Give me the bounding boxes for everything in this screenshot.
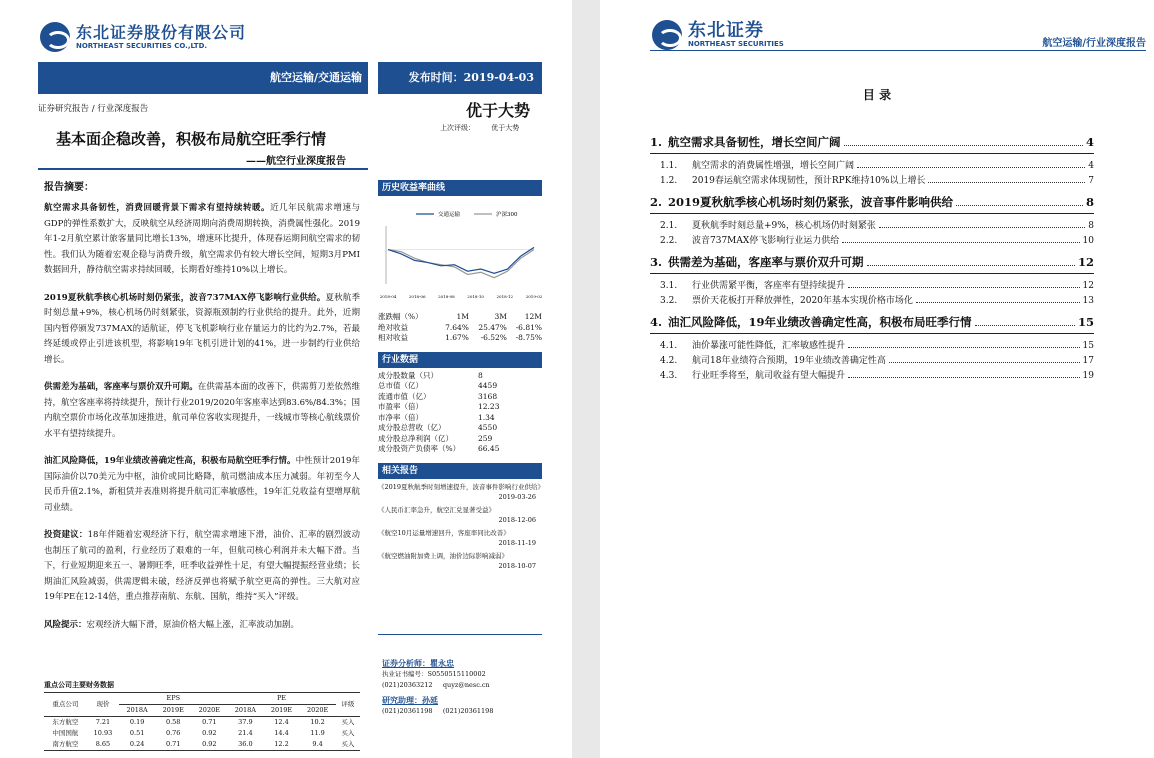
publish-date: 发布时间：2019-04-03 xyxy=(408,71,534,84)
toc-sub-page: 19 xyxy=(1082,371,1094,381)
rating: 优于大势 xyxy=(466,101,531,120)
industry-row xyxy=(378,434,542,445)
fin-cell: 0.92 xyxy=(202,729,217,737)
analyst-block xyxy=(382,658,542,717)
industry-label: 市净率（倍） xyxy=(378,412,423,422)
fin-cell: 7.21 xyxy=(95,718,111,726)
toc-section[interactable] xyxy=(650,254,1094,270)
industry-label: 成分股资产负债率（%） xyxy=(378,444,461,453)
toc-subsection[interactable] xyxy=(660,173,1094,186)
toc-sub-num: 4.1. xyxy=(660,341,678,351)
paragraph-head: 投资建议： xyxy=(44,530,88,540)
fin-table-block xyxy=(44,680,360,751)
toc-section-title: 油汇风险降低，19年业绩改善确定性高，积极布局旺季行情 xyxy=(668,315,972,329)
toc-subsection[interactable] xyxy=(660,338,1094,351)
toc-leader xyxy=(867,264,1075,266)
fin-cell: 12.2 xyxy=(274,740,289,748)
analyst-divider xyxy=(378,634,542,635)
abstract-paragraph xyxy=(44,528,360,606)
toc-leader xyxy=(889,361,1080,363)
fin-cell: 买入 xyxy=(341,729,355,737)
perf-header-cell: 1M xyxy=(456,312,469,321)
toc-leader xyxy=(928,181,1085,183)
perf-cell: -8.75% xyxy=(515,333,542,342)
sector-label: 航空运输/交通运输 xyxy=(269,71,362,84)
toc-section[interactable] xyxy=(650,134,1094,150)
industry-row xyxy=(378,371,542,382)
industry-table xyxy=(378,371,542,455)
paragraph-head: 油汇风险降低，19年业绩改善确定性高，积极布局航空旺季行情。 xyxy=(44,456,296,466)
paragraph-head: 航空需求具备韧性，消费回暖背景下需求有望持续转暖。 xyxy=(44,203,271,213)
industry-label: 成分股数量（只） xyxy=(378,370,438,380)
abstract xyxy=(44,178,360,645)
report-page-1 xyxy=(0,0,572,758)
paragraph-body: 宏观经济大幅下滑，原油价格大幅上涨，汇率波动加剧。 xyxy=(86,619,300,630)
perf-cell: 绝对收益 xyxy=(378,322,408,332)
toc-leader xyxy=(879,226,1085,228)
industry-label: 成分股总营收（亿） xyxy=(378,423,446,432)
fin-year: 2018A xyxy=(227,705,263,717)
industry-row xyxy=(378,423,542,434)
toc-sub-page: 17 xyxy=(1082,356,1094,366)
toc-subsection[interactable] xyxy=(660,278,1094,291)
toc-sub-page: 10 xyxy=(1082,236,1094,246)
report-subtitle: ——航空行业深度报告 xyxy=(246,156,346,167)
fin-cell: 12.4 xyxy=(274,718,289,726)
toc-section-num: 2. xyxy=(650,195,663,209)
sector-bar xyxy=(38,62,368,94)
title-divider xyxy=(38,168,368,170)
toc-sub-page: 4 xyxy=(1088,161,1094,171)
fin-cell: 买入 xyxy=(341,740,355,748)
industry-value: 3168 xyxy=(478,391,498,401)
perf-row xyxy=(378,333,542,344)
toc-sub-page: 8 xyxy=(1088,221,1094,231)
fin-year: 2019E xyxy=(155,705,191,717)
related-report-date: 2018-12-06 xyxy=(498,515,536,524)
fin-table xyxy=(44,692,360,751)
industry-label: 市盈率（倍） xyxy=(378,402,423,411)
fin-cell: 9.4 xyxy=(312,740,323,748)
paragraph-head: 风险提示： xyxy=(44,619,87,630)
fin-col-price: 现价 xyxy=(87,693,119,717)
fin-cell: 10.2 xyxy=(310,718,325,726)
toc-sub-page: 12 xyxy=(1082,281,1094,291)
related-report-title: 《航空燃油附加费上调，油价边际影响减弱》 xyxy=(378,551,508,560)
toc-sub-page: 7 xyxy=(1088,176,1094,186)
toc-leader xyxy=(848,376,1080,378)
paragraph-body: 在供需基本面的改善下，供需剪刀差依然维持，航空客座率将持续提升，预计行业2019/2020年客座率达到83.6%/84.3%；国内航空票价市场化改革加速推进，航司单位客收实现提升，一线城市等核心航线票价水平有望持续提升。 xyxy=(44,382,360,439)
sidebar xyxy=(378,180,545,715)
paragraph-head: 供需差为基础，客座率与票价双升可期。 xyxy=(44,382,198,392)
toc-sub-num: 3.2. xyxy=(660,296,678,306)
toc-rule xyxy=(650,273,1094,274)
related-report[interactable] xyxy=(378,505,542,525)
abstract-paragraph xyxy=(44,454,360,516)
fin-row xyxy=(44,728,360,739)
perf-cell: -6.52% xyxy=(480,333,507,342)
industry-value: 1.34 xyxy=(478,412,495,422)
fin-cell: 0.71 xyxy=(202,718,217,726)
industry-row xyxy=(378,402,542,413)
fin-year: 2020E xyxy=(191,705,227,717)
related-report-date: 2018-11-19 xyxy=(498,538,536,547)
toc-rule xyxy=(650,153,1094,154)
company-logo xyxy=(40,22,246,52)
toc-leader xyxy=(857,166,1085,168)
toc-section-page: 15 xyxy=(1077,315,1094,329)
toc-section-num: 3. xyxy=(650,255,663,269)
toc-leader xyxy=(975,324,1075,326)
fin-cell: 0.51 xyxy=(129,729,145,737)
analyst-name: 证券分析师：瞿永忠 xyxy=(382,658,454,668)
fin-cell: 21.4 xyxy=(238,729,253,737)
toc-section-title: 航空需求具备韧性，增长空间广阔 xyxy=(668,135,841,149)
fin-cell: 36.0 xyxy=(238,740,253,748)
toc-rule xyxy=(650,333,1094,334)
toc-subsection[interactable] xyxy=(660,233,1094,246)
analyst-contact: (021)20363212 quyz@nesc.cn xyxy=(382,681,490,689)
perf-cell: 相对收益 xyxy=(378,333,408,342)
toc-sub-title: 航空需求的消费属性增强，增长空间广阔 xyxy=(692,161,855,171)
perf-header-cell: 涨跌幅（%） xyxy=(378,312,423,321)
toc-section-num: 4. xyxy=(650,315,663,329)
related-title: 相关报告 xyxy=(378,463,542,479)
toc-sub-num: 3.1. xyxy=(660,281,678,291)
fin-year: 2018A xyxy=(119,705,155,717)
legend-hs300: 沪深300 xyxy=(496,212,518,218)
toc-sub-num: 1.1. xyxy=(660,161,678,171)
toc-sub-num: 1.2. xyxy=(660,176,678,186)
toc-leader xyxy=(916,301,1080,303)
paragraph-body: 中性预计2019年国际油价以70美元为中枢，油价或同比略降，航司燃油成本压力减弱。年初至今人民币升值2.1%，新租赁并表准则将提升航司汇率敏感性，19年汇兑收益有望增厚航司业绩。 xyxy=(44,456,360,513)
industry-value: 66.45 xyxy=(478,444,500,453)
fin-col-company: 重点公司 xyxy=(44,693,87,717)
fin-col-rating: 评级 xyxy=(336,693,360,717)
fin-cell: 0.58 xyxy=(165,718,181,726)
fin-cell: 东方航空 xyxy=(52,718,79,726)
toc-subsection[interactable] xyxy=(660,218,1094,231)
fin-row xyxy=(44,717,360,729)
logo-cn: 东北证券股份有限公司 xyxy=(76,22,247,42)
chart-title: 历史收益率曲线 xyxy=(378,180,542,196)
toc-sub-page: 13 xyxy=(1082,296,1094,306)
logo-en: NORTHEAST SECURITIES CO.,LTD. xyxy=(76,41,208,50)
prev-rating-label: 上次评级： xyxy=(440,124,475,132)
x-tick-label: 2018-06 xyxy=(408,294,426,299)
report-type: 证券研究报告 / 行业深度报告 xyxy=(38,104,149,114)
paragraph-body: 18年伴随着宏观经济下行，航空需求增速下滑，油价、汇率的剧烈波动也制压了航司的盈利，行业经历了艰难的一年，但航司核心利润并未大幅下滑。当下，行业短期迎来五一、暑期旺季，旺季收益弹性十足，有望大幅提振经营业绩；长期油汇风险减弱，供需逻辑未破，经济反弹也将赋予航空更高的弹性。三大航对应19年PE在12-14倍，重点推荐南航、东航、国航，维持“买入”评级。 xyxy=(44,530,360,602)
industry-value: 4459 xyxy=(478,381,498,390)
fin-table-title: 重点公司主要财务数据 xyxy=(44,680,114,689)
related-report-date: 2018-10-07 xyxy=(498,561,536,570)
toc-title: 目 录 xyxy=(862,88,892,102)
legend-transport: 交通运输 xyxy=(438,212,461,218)
toc-section-title: 2019夏秋航季核心机场时刻仍紧张，波音事件影响供给 xyxy=(668,195,954,209)
toc-section[interactable] xyxy=(650,314,1094,330)
related-report[interactable] xyxy=(378,528,542,548)
toc-sub-title: 行业旺季将至，航司收益有望大幅提升 xyxy=(692,371,846,381)
abstract-paragraph xyxy=(44,380,360,442)
logo-en-2: NORTHEAST SECURITIES xyxy=(688,39,784,48)
perf-row xyxy=(378,323,542,334)
perf-header-row xyxy=(378,312,542,323)
toc-section-page: 4 xyxy=(1085,135,1094,149)
toc-sub-num: 2.1. xyxy=(660,221,678,231)
toc-leader xyxy=(842,241,1079,243)
x-tick-label: 2018-10 xyxy=(467,294,484,299)
toc-sub-title: 航司18年业绩符合预期，19年业绩改善确定性高 xyxy=(692,356,886,366)
fin-col-pe: PE xyxy=(227,693,335,705)
toc-subsection[interactable] xyxy=(660,293,1094,306)
industry-value: 259 xyxy=(478,433,493,443)
perf-header-cell: 3M xyxy=(494,312,507,321)
industry-title: 行业数据 xyxy=(378,352,542,368)
toc-section-page: 8 xyxy=(1085,195,1094,209)
fin-cell: 0.19 xyxy=(129,718,145,726)
publish-bar xyxy=(378,62,542,94)
toc-sub-num: 2.2. xyxy=(660,236,678,246)
related-report[interactable] xyxy=(378,482,545,502)
toc-leader xyxy=(844,144,1083,146)
table-of-contents xyxy=(650,134,1094,383)
report-title: 基本面企稳改善，积极布局航空旺季行情 xyxy=(56,130,327,148)
fin-cell: 0.24 xyxy=(129,740,145,748)
toc-section-title: 供需差为基础，客座率与票价双升可期 xyxy=(668,255,864,269)
industry-row xyxy=(378,444,542,455)
fin-cell: 8.65 xyxy=(95,740,111,748)
fin-cell: 0.76 xyxy=(165,729,181,737)
logo-emblem-icon xyxy=(40,22,70,52)
fin-cell: 11.9 xyxy=(310,729,325,737)
toc-leader xyxy=(848,346,1080,348)
logo-emblem-icon xyxy=(652,20,682,50)
fin-cell: 10.93 xyxy=(93,729,113,737)
page-header-right: 航空运输/行业深度报告 xyxy=(1042,38,1146,49)
toc-sub-title: 夏秋航季时刻总量+9%，核心机场仍时刻紧张 xyxy=(692,221,876,231)
fin-cell: 0.92 xyxy=(202,740,217,748)
series-line-0 xyxy=(388,247,534,273)
toc-sub-title: 2019春运航空需求体现韧性，预计RPK维持10%以上增长 xyxy=(692,176,926,186)
toc-subsection[interactable] xyxy=(660,353,1094,366)
industry-label: 成分股总净利润（亿） xyxy=(378,433,453,443)
fin-col-eps: EPS xyxy=(119,693,227,705)
industry-row xyxy=(378,413,542,424)
perf-header-cell: 12M xyxy=(524,312,542,321)
prev-rating: 优于大势 xyxy=(491,124,520,132)
toc-sub-page: 15 xyxy=(1082,341,1094,351)
toc-leader xyxy=(848,286,1080,288)
industry-value: 8 xyxy=(478,370,483,380)
header-rule xyxy=(650,50,1146,51)
fin-cell: 0.71 xyxy=(165,740,181,748)
fin-cell: 14.4 xyxy=(274,729,289,737)
toc-sub-title: 行业供需紧平衡，客座率有望持续提升 xyxy=(692,281,846,291)
x-tick-label: 2018-12 xyxy=(496,294,514,299)
perf-cell: -6.81% xyxy=(515,322,542,332)
fin-cell: 37.9 xyxy=(238,718,253,726)
perf-table xyxy=(378,312,542,344)
industry-row xyxy=(378,392,542,403)
perf-cell: 1.67% xyxy=(445,333,469,342)
x-tick-label: 2019-02 xyxy=(525,294,542,299)
abstract-title: 报告摘要： xyxy=(44,182,94,193)
analyst-cert: 执业证书编号：S0550515110002 xyxy=(382,670,486,678)
x-tick-label: 2018-04 xyxy=(379,294,397,299)
logo-cn-2: 东北证券 xyxy=(688,19,764,41)
toc-sub-title: 票价天花板打开释放弹性，2020年基本实现价格市场化 xyxy=(692,296,913,306)
industry-label: 流通市值（亿） xyxy=(378,391,431,401)
industry-row xyxy=(378,381,542,392)
abstract-paragraph xyxy=(44,618,360,634)
related-report-title: 《2019夏秋航季时刻增速提升，波音事件影响行业供给》 xyxy=(378,482,545,491)
abstract-paragraph xyxy=(44,201,360,279)
fin-cell: 买入 xyxy=(341,718,355,726)
toc-section-num: 1. xyxy=(650,135,663,149)
toc-sub-title: 油价暴涨可能性降低，汇率敏感性提升 xyxy=(692,341,846,351)
toc-sub-num: 4.3. xyxy=(660,371,678,381)
paragraph-body: 夏秋航季时刻总量+9%，核心机场仍时刻紧张，资源瓶颈制约行业供给的提升。此外，近期国内暂停颁发737MAX的适航证，停飞飞机影响行业存量运力的比约为2.7%，若最终延缓或停止引进该机型，将影响19年飞机引进计划的41%，进一步制约行业供给增长。 xyxy=(44,292,360,365)
perf-cell: 7.64% xyxy=(445,322,469,332)
toc-sub-title: 波音737MAX停飞影响行业运力供给 xyxy=(692,236,840,246)
related-report[interactable] xyxy=(378,551,542,571)
abstract-paragraph xyxy=(44,291,360,369)
company-logo-2 xyxy=(652,20,784,50)
related-report-title: 《人民币汇率急升，航空汇兑显著受益》 xyxy=(378,505,495,514)
industry-label: 总市值（亿） xyxy=(378,381,423,390)
perf-cell: 25.47% xyxy=(478,322,507,332)
fin-cell: 南方航空 xyxy=(52,740,79,748)
industry-value: 12.23 xyxy=(478,402,500,411)
related-report-title: 《航空10月运量增速回升，客座率同比改善》 xyxy=(378,528,510,537)
fin-row xyxy=(44,739,360,751)
toc-subsection[interactable] xyxy=(660,368,1094,381)
toc-section-page: 12 xyxy=(1077,255,1094,269)
assistant-name: 研究助理：孙延 xyxy=(382,695,438,705)
fin-year: 2020E xyxy=(300,705,336,717)
toc-section[interactable] xyxy=(650,194,1094,210)
toc-leader xyxy=(956,204,1083,206)
return-chart xyxy=(378,202,542,302)
toc-rule xyxy=(650,213,1094,214)
toc-sub-num: 4.2. xyxy=(660,356,678,366)
fin-cell: 中国国航 xyxy=(52,729,79,737)
related-report-date: 2019-03-26 xyxy=(498,492,536,501)
report-page-2 xyxy=(600,0,1154,758)
fin-year: 2019E xyxy=(263,705,299,717)
paragraph-head: 2019夏秋航季核心机场时刻仍紧张，波音737MAX停飞影响行业供给。 xyxy=(44,292,326,303)
paragraph-body: 近几年民航需求增速与GDP的弹性系数扩大，反映航空从经济周期向消费周期转换，消费属性强化。2019年1-2月航空累计旅客量同比增长13%，增速环比提升，体现春运期间航空需求的韧性。我们认为随着宏观企稳与消费升级，航空需求仍有较大增长空间，短期3月PMI数据回升，静待航空需求持续回暖，长期看好维持10%以上增长。 xyxy=(44,203,360,275)
industry-value: 4550 xyxy=(478,423,498,432)
series-line-1 xyxy=(388,250,534,278)
toc-subsection[interactable] xyxy=(660,158,1094,171)
assistant-contact: (021)20361198 (021)20361198 xyxy=(382,707,494,715)
x-tick-label: 2018-08 xyxy=(438,294,455,299)
